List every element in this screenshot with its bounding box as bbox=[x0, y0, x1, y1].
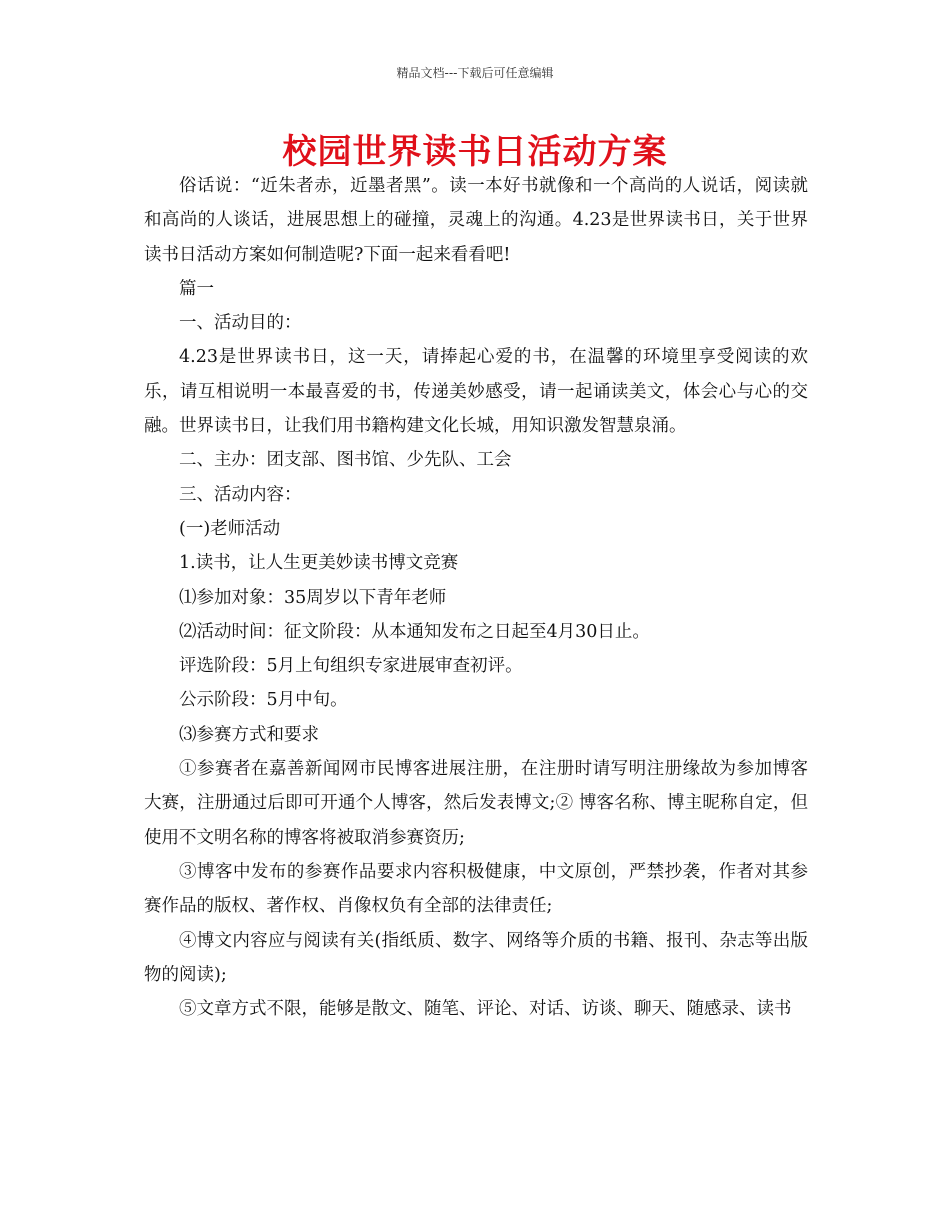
paragraph-review-stage: 评选阶段：5月上旬组织专家进展审查初评。 bbox=[179, 656, 523, 677]
paragraph-contest-title: 1.读书，让人生更美妙读书博文竞赛 bbox=[179, 553, 459, 574]
paragraph-requirement-4: ④博文内容应与阅读有关(指纸质、数字、网络等介质的书籍、报刊、杂志等出版物的阅读); bbox=[144, 930, 808, 985]
paragraph-heading-content: 三、活动内容： bbox=[179, 484, 302, 505]
document-body bbox=[144, 169, 808, 1026]
paragraph-section-label: 篇一 bbox=[179, 278, 214, 299]
paragraph-purpose: 4.23是世界读书日，这一天，请捧起心爱的书，在温馨的环境里享受阅读的欢乐，请互相说明一本最喜爱的书，传递美妙感受，请一起诵读美文，体会心与心的交融。世界读书日，让我们用书籍构建文化长城，用知识激发智慧泉涌。 bbox=[144, 347, 808, 437]
paragraph-requirements-heading: ⑶参赛方式和要求 bbox=[179, 724, 319, 745]
paragraph-heading-purpose: 一、活动目的： bbox=[179, 313, 302, 334]
document-title: 校园世界读书日活动方案 bbox=[282, 132, 668, 172]
paragraph-requirement-3: ③博客中发布的参赛作品要求内容积极健康，中文原创，严禁抄袭，作者对其参赛作品的版权、著作权、肖像权负有全部的法律责任; bbox=[144, 861, 808, 917]
paragraph-requirement-1: ①参赛者在嘉善新闻网市民博客进展注册，在注册时请写明注册缘故为参加博客大赛，注册通过后即可开通个人博客，然后发表博文;② 博客名称、博主昵称自定，但使用不文明名称的博客将被取消参赛资历; bbox=[144, 759, 808, 848]
paragraph-activity-time: ⑵活动时间：征文阶段：从本通知发布之日起至4月30日止。 bbox=[179, 621, 650, 642]
paragraph-intro: 俗话说：“近朱者赤，近墨者黑”。读一本好书就像和一个高尚的人说话，阅读就和高尚的人谈话，进展思想上的碰撞，灵魂上的沟通。4.23是世界读书日，关于世界读书日活动方案如何制造呢?下面一起来看看吧! bbox=[144, 176, 808, 265]
paragraph-organizers: 二、主办：团支部、图书馆、少先队、工会 bbox=[179, 450, 512, 471]
paragraph-teacher-activity: (一)老师活动 bbox=[179, 518, 281, 539]
paragraph-requirement-5: ⑤文章方式不限，能够是散文、随笔、评论、对话、访谈、聊天、随感录、读书 bbox=[179, 999, 792, 1020]
paragraph-publicity-stage: 公示阶段：5月中旬。 bbox=[179, 690, 348, 711]
paragraph-participants: ⑴参加对象：35周岁以下青年老师 bbox=[179, 587, 447, 608]
header-note: 精品文档---下载后可任意编辑 bbox=[396, 66, 554, 80]
